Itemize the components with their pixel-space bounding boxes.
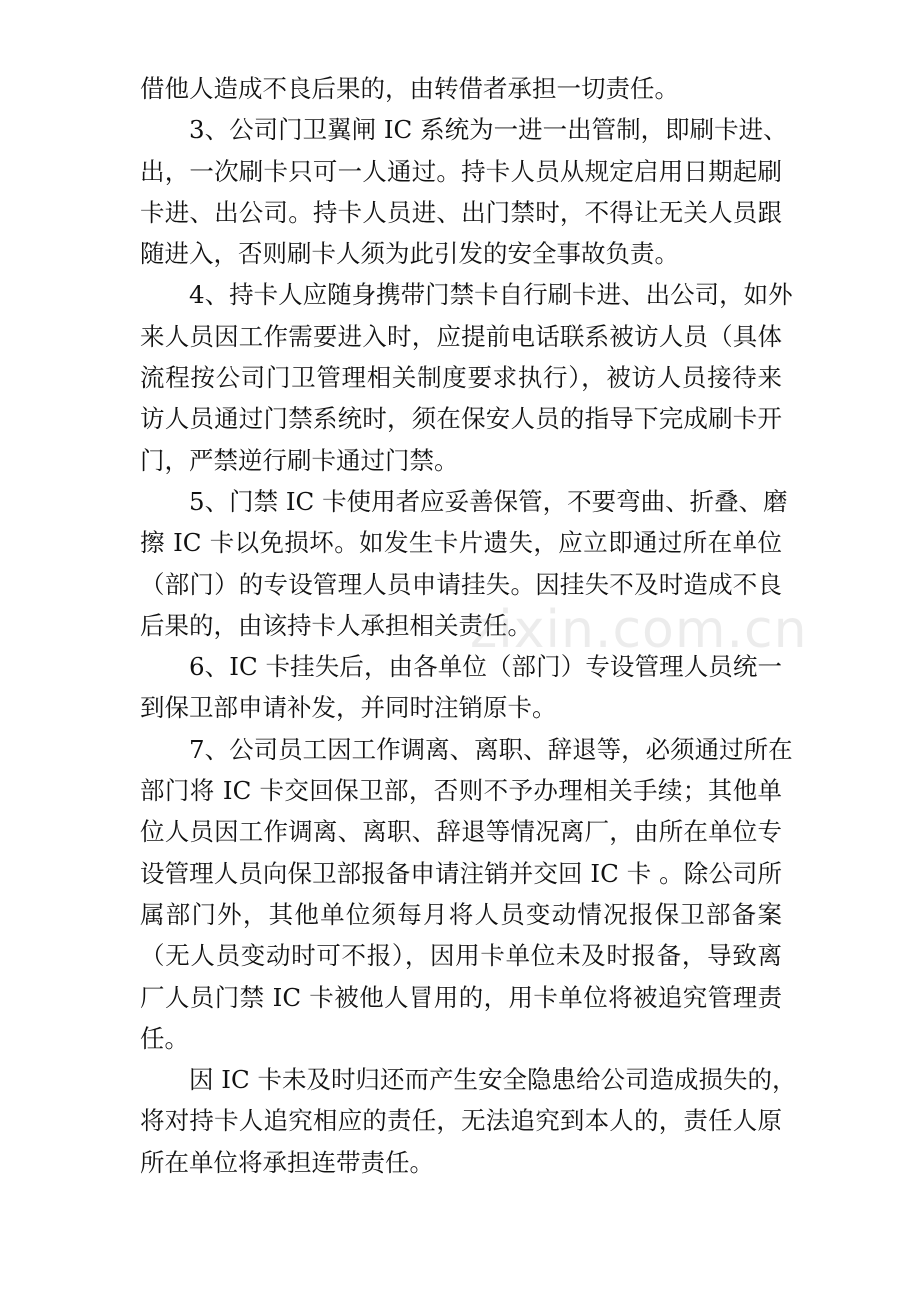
text-line: 后果的，由该持卡人承担相关责任。 [140,610,532,640]
text-line: 出，一次刷卡只可一人通过。持卡人员从规定启用日期起刷 [140,156,782,186]
text-line: 来人员因工作需要进入时，应提前电话联系被访人员（具体 [140,321,782,351]
text-line: 属部门外，其他单位须每月将人员变动情况报保卫部备案 [140,899,782,929]
text-line: 5、门禁 IC 卡使用者应妥善保管，不要弯曲、折叠、磨 [189,486,788,516]
text-line: 访人员通过门禁系统时，须在保安人员的指导下完成刷卡开 [140,404,782,434]
text-line: 到保卫部申请补发，并同时注销原卡。 [140,693,557,723]
text-line: 因 IC 卡未及时归还而产生安全隐患给公司造成损失的， [189,1065,797,1095]
text-line: 流程按公司门卫管理相关制度要求执行），被访人员接待来 [140,363,782,393]
text-line: 随进入，否则刷卡人须为此引发的安全事故负责。 [140,239,679,269]
text-line: （无人员变动时可不报），因用卡单位未及时报备，导致离 [140,941,782,971]
text-line: 设管理人员向保卫部报备申请注销并交回 IC 卡 。除公司所 [140,858,782,888]
text-line: 位人员因工作调离、离职、辞退等情况离厂，由所在单位专 [140,817,782,847]
text-line: 厂人员门禁 IC 卡被他人冒用的，用卡单位将被追究管理责 [140,982,782,1012]
text-line: 门，严禁逆行刷卡通过门禁。 [140,445,459,475]
text-line: 将对持卡人追究相应的责任，无法追究到本人的，责任人原 [140,1106,782,1136]
text-line: （部门）的专设管理人员申请挂失。因挂失不及时造成不良 [140,569,782,599]
text-line: 部门将 IC 卡交回保卫部，否则不予办理相关手续；其他单 [140,776,782,806]
text-line: 任。 [140,1023,189,1053]
text-line: 3、公司门卫翼闸 IC 系统为一进一出管制，即刷卡进、 [189,115,788,145]
text-line: 借他人造成不良后果的，由转借者承担一切责任。 [140,74,679,103]
text-line: 擦 IC 卡以免损坏。如发生卡片遗失，应立即通过所在单位 [140,528,782,558]
text-line: 7、公司员工因工作调离、离职、辞退等，必须通过所在 [189,734,793,764]
text-line: 4、持卡人应随身携带门禁卡自行刷卡进、出公司，如外 [189,280,793,310]
document-body [140,68,797,1183]
watermark: zixin.com.cn [470,600,808,660]
text-line: 所在单位将承担连带责任。 [140,1147,434,1177]
text-line: 6、IC 卡挂失后，由各单位（部门）专设管理人员统一 [189,652,782,682]
text-line: 卡进、出公司。持卡人员进、出门禁时，不得让无关人员跟 [140,197,782,227]
